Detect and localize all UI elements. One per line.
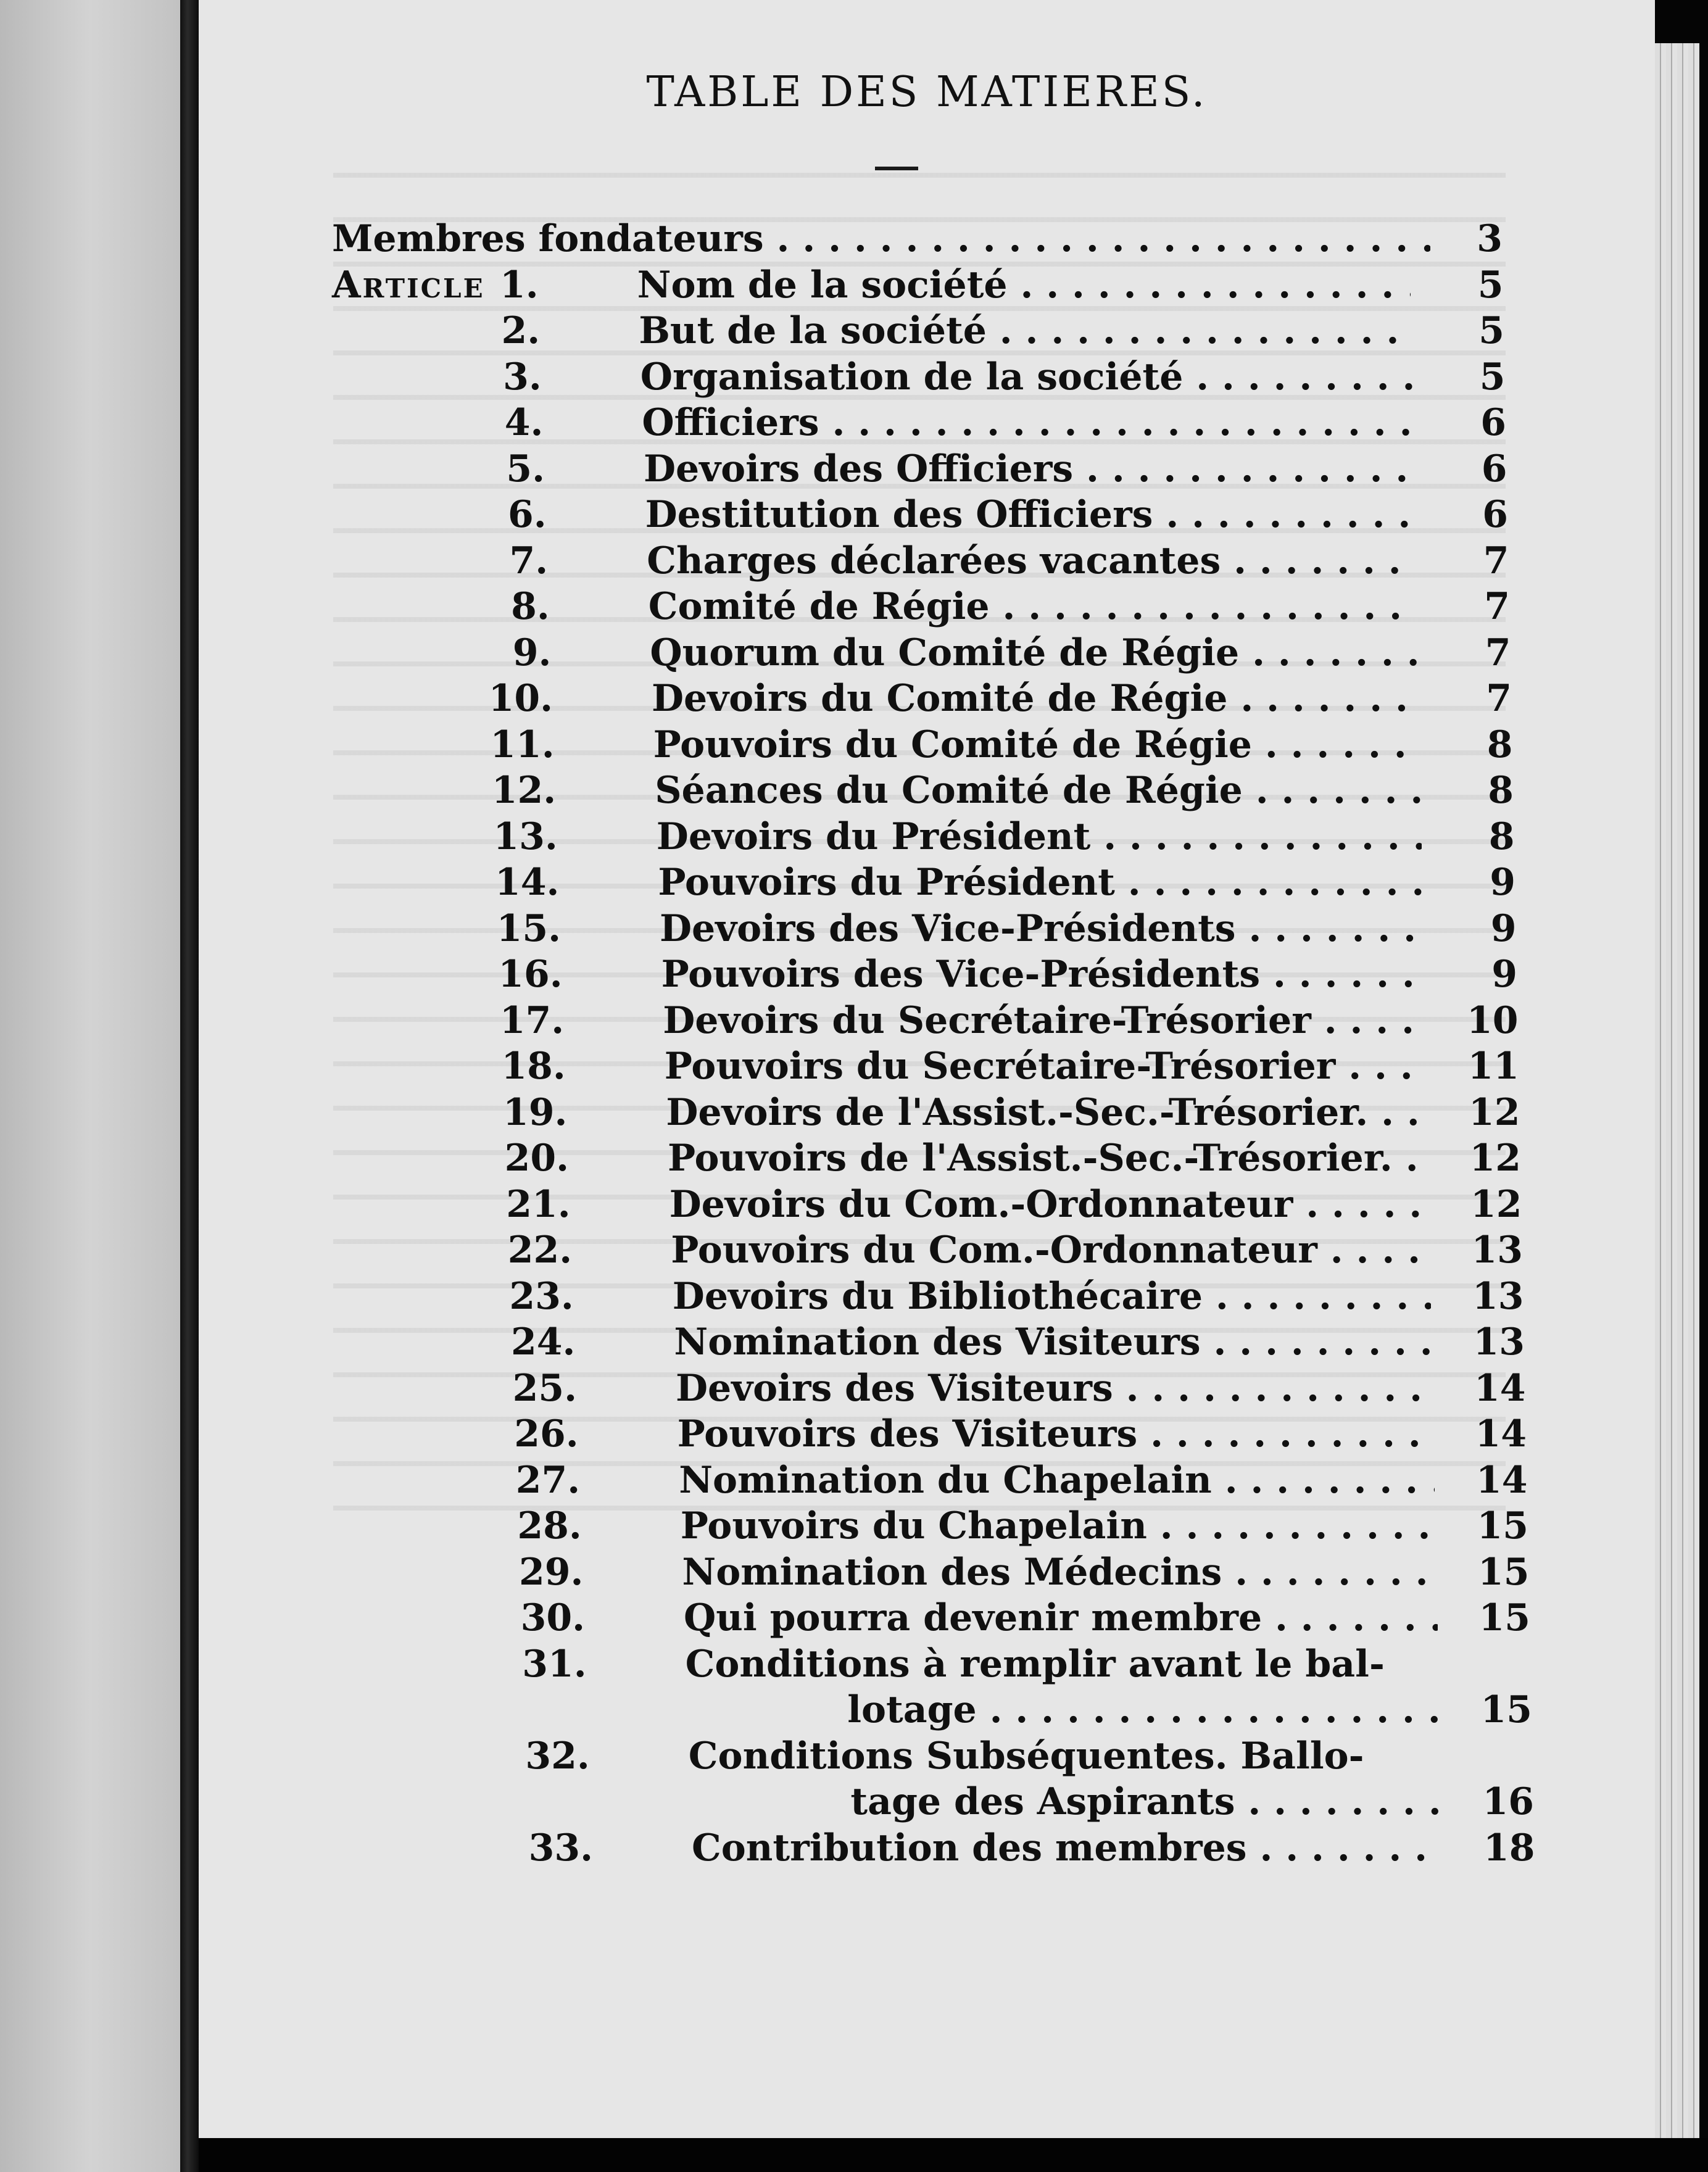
toc-entry-row [0,585,1708,634]
entry-number: 33. [528,1826,593,1870]
entry-number: 31. [522,1642,587,1686]
entry-title-continued: lotage . . . [847,1688,1440,1731]
entry-number: 14. [495,861,560,904]
toc-entry-row [0,907,1708,956]
entry-title: Pouvoirs du Comité de Régie . . . [653,723,1420,766]
entry-title: Officiers . . . [642,401,1414,444]
toc-entry-row [0,539,1708,589]
entry-title: Nomination du Chapelain . . . [679,1459,1435,1502]
entry-page: 15 [1477,1504,1528,1548]
entry-title: Quorum du Comité de Régie . . . [650,631,1418,674]
article-label: Article [332,263,485,307]
entry-number: 2. [501,309,541,352]
entry-page: 14 [1474,1366,1526,1410]
toc-entry-row [0,1459,1708,1508]
entry-title: Devoirs du Comité de Régie . . . [652,677,1419,720]
entry-page: 8 [1486,723,1513,766]
entry-title: Devoirs des Visiteurs . . . [676,1367,1433,1410]
entry-page: 15 [1478,1550,1530,1594]
entry-title: Comité de Régie . . . [649,585,1417,628]
entry-title: Nomination des Médecins . . . [682,1551,1436,1594]
entry-title: Devoirs des Vice-Présidents . . . [660,907,1424,950]
entry-title-continued: tage des Aspirants . . . [850,1780,1441,1823]
entry-title: Devoirs du Bibliothécaire . . . [673,1275,1432,1318]
entry-title: Devoirs du Président . . . [657,815,1422,858]
entry-number: 13. [493,814,558,858]
toc-entry-row [0,1826,1708,1876]
toc-entry-row [0,447,1708,497]
entry-number: 26. [514,1412,579,1456]
toc-entry-row [0,493,1708,542]
entry-title: Organisation de la société . . . [640,355,1413,399]
toc-entry-row [0,953,1708,1002]
entry-page: 14 [1476,1458,1528,1502]
entry-number: 8. [511,585,550,628]
entry-page: 7 [1485,631,1511,674]
entry-number: 12. [491,769,557,812]
toc-founders-title: Membres fondateurs . . . [332,217,1430,260]
entry-page: 13 [1471,1229,1523,1272]
entry-page: 12 [1470,1182,1522,1226]
entry-page: 8 [1488,769,1514,812]
toc-entry-row [0,1045,1708,1094]
entry-number: 6. [507,493,547,536]
toc-entry-continuation [0,1780,1708,1830]
entry-page: 9 [1490,906,1517,950]
entry-number: 24. [511,1320,576,1364]
toc-entry-row [0,677,1708,726]
toc-entry-row [0,1504,1708,1554]
entry-number: 16. [498,953,563,996]
toc-entry-row [0,815,1708,864]
scan-border [199,2138,1708,2172]
entry-title: Pouvoirs du Président . . . [658,861,1423,904]
entry-page: 9 [1490,861,1515,904]
entry-title: Devoirs du Secrétaire-Trésorier . . . [663,999,1425,1042]
entry-page: 6 [1482,493,1508,536]
entry-page: 6 [1480,401,1506,444]
entry-page: 13 [1472,1274,1524,1318]
toc-founders-page: 3 [1477,217,1503,260]
toc-entry-row [0,1183,1708,1232]
entry-number: 7. [509,539,549,582]
entry-title: Conditions à remplir avant le bal- [685,1642,1385,1686]
entry-page: 12 [1469,1090,1520,1134]
entry-page: 7 [1484,585,1510,628]
entry-number: 9. [512,631,552,674]
toc-entry-row [0,1137,1708,1186]
entry-title: But de la société . . . [639,309,1412,352]
entry-title: Devoirs de l'Assist.-Sec.-Trésorier. . . . [666,1091,1427,1134]
entry-number: 22. [507,1229,573,1272]
entry-number: 15. [496,906,561,950]
entry-title: Nom de la société . . . [637,263,1411,307]
toc-entry-row [0,1643,1708,1692]
entry-number: 4. [504,401,544,444]
entry-page: 8 [1488,814,1515,858]
entry-page: 7 [1483,539,1509,582]
entry-title: Nomination des Visiteurs . . . [674,1320,1432,1364]
entry-title: Destitution des Officiers . . . [645,493,1416,536]
toc-entry-row [0,309,1708,359]
entry-number: 17. [499,998,565,1042]
entry-page: 13 [1473,1320,1525,1364]
toc-entry-row [0,1412,1708,1462]
entry-title: Contribution des membres . . . [692,1826,1443,1870]
entry-number: 27. [515,1458,581,1502]
entry-title: Devoirs des Officiers . . . [644,447,1415,491]
entry-number: 11. [490,723,555,766]
entry-page: 5 [1478,309,1504,352]
toc-entry-row [0,1275,1708,1324]
entry-title: Pouvoirs des Visiteurs . . . [678,1412,1434,1456]
entry-number: 29. [519,1550,584,1594]
entry-page: 9 [1491,953,1517,996]
entry-number: 28. [517,1504,582,1548]
toc-entry-row [0,1551,1708,1600]
toc-entry-row [0,769,1708,818]
toc-entry-row [0,631,1708,681]
entry-page: 18 [1483,1826,1535,1870]
toc-entry-row [0,1320,1708,1370]
toc-entry-row [0,1367,1708,1416]
entry-number: 5. [506,447,545,491]
entry-title: Séances du Comité de Régie . . . [655,769,1421,812]
entry-title: Pouvoirs du Secrétaire-Trésorier . . . [665,1045,1427,1088]
toc-entry-row [0,1229,1708,1278]
entry-number: 30. [520,1596,585,1639]
entry-number: 21. [506,1182,571,1226]
toc-entry-row [0,355,1708,405]
entry-title: Qui pourra devenir membre . . . [684,1596,1438,1639]
page-title: TABLE DES MATIERES. [646,68,1208,117]
entry-title: Pouvoirs du Com.-Ordonnateur . . . [671,1229,1430,1272]
entry-page: 15 [1478,1596,1530,1639]
toc-entry-row [0,723,1708,773]
entry-number: 18. [501,1045,566,1088]
toc-entry-row [0,1091,1708,1140]
toc-entry-row [0,263,1708,313]
entry-title: Pouvoirs de l'Assist.-Sec.-Trésorier. . . . [668,1137,1428,1180]
entry-number: 25. [512,1366,577,1410]
toc-entry-row [0,861,1708,910]
entry-number: 1. [499,263,539,307]
entry-page: 15 [1480,1688,1532,1731]
entry-number: 19. [503,1090,568,1134]
entry-number: 3. [503,355,542,399]
entry-title: Devoirs du Com.-Ordonnateur . . . [670,1183,1430,1226]
toc-founders-row [0,217,1708,267]
entry-number: 23. [509,1274,574,1318]
toc-entry-row [0,401,1708,450]
entry-title: Conditions Subséquentes. Ballo- [688,1734,1364,1778]
entry-page: 12 [1469,1137,1521,1180]
entry-page: 16 [1482,1780,1534,1823]
entry-number: 32. [525,1734,590,1778]
entry-page: 10 [1467,998,1519,1042]
toc-entry-row [0,1735,1708,1784]
entry-page: 14 [1475,1412,1527,1456]
entry-number: 20. [504,1137,569,1180]
entry-page: 11 [1467,1045,1519,1088]
toc-entry-row [0,1596,1708,1646]
entry-title: Charges déclarées vacantes . . . [647,539,1416,582]
entry-title: Pouvoirs du Chapelain . . . [681,1504,1436,1548]
entry-title: Pouvoirs des Vice-Présidents . . . [661,953,1425,996]
toc-entry-continuation [0,1688,1708,1738]
entry-page: 7 [1486,677,1512,720]
entry-number: 10. [488,677,553,720]
title-rule [875,167,918,170]
entry-page: 5 [1479,355,1506,399]
entry-page: 6 [1481,447,1507,491]
entry-page: 5 [1477,263,1504,307]
toc-entry-row [0,999,1708,1048]
